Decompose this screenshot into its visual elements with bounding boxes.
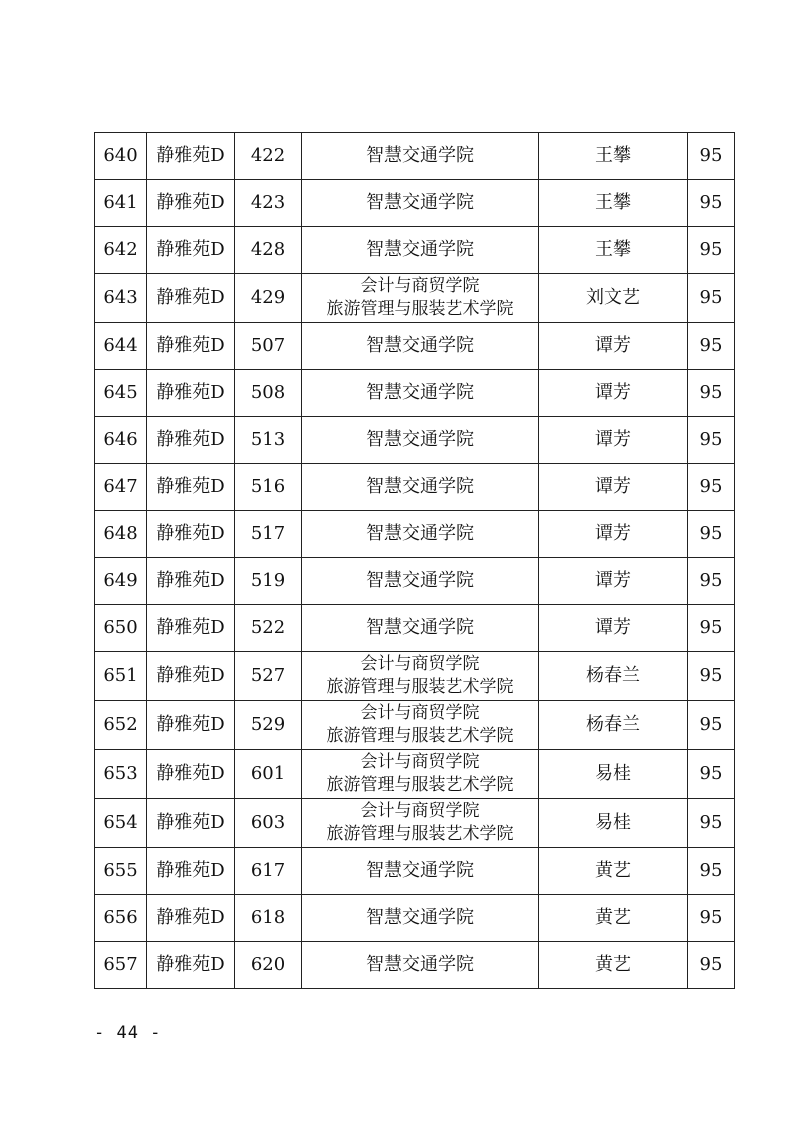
teacher-cell: 杨春兰 (539, 652, 688, 701)
score-cell: 95 (688, 605, 735, 652)
teacher-cell: 谭芳 (539, 417, 688, 464)
table-row (95, 323, 735, 370)
row-number-cell: 653 (95, 750, 147, 799)
table-row (95, 180, 735, 227)
building-cell: 静雅苑D (147, 848, 235, 895)
building-cell: 静雅苑D (147, 799, 235, 848)
row-number-cell: 656 (95, 895, 147, 942)
room-number-cell: 522 (235, 605, 302, 652)
room-number-cell: 422 (235, 133, 302, 180)
score-cell: 95 (688, 417, 735, 464)
college-cell (302, 180, 539, 227)
row-number-cell: 643 (95, 274, 147, 323)
building-cell: 静雅苑D (147, 605, 235, 652)
room-number-cell: 507 (235, 323, 302, 370)
teacher-cell: 黄艺 (539, 895, 688, 942)
table-row (95, 558, 735, 605)
room-number-cell: 516 (235, 464, 302, 511)
college-name: 会计与商贸学院 (360, 752, 480, 772)
score-cell: 95 (688, 895, 735, 942)
row-number-cell: 644 (95, 323, 147, 370)
building-cell: 静雅苑D (147, 464, 235, 511)
table-row (95, 133, 735, 180)
row-number-cell: 641 (95, 180, 147, 227)
teacher-cell: 谭芳 (539, 323, 688, 370)
building-cell: 静雅苑D (147, 558, 235, 605)
college-name: 会计与商贸学院 (360, 801, 480, 821)
score-cell: 95 (688, 180, 735, 227)
building-cell: 静雅苑D (147, 227, 235, 274)
college-name: 智慧交通学院 (366, 335, 474, 356)
table-row (95, 464, 735, 511)
teacher-cell: 王攀 (539, 227, 688, 274)
college-name: 智慧交通学院 (366, 476, 474, 497)
room-number-cell: 428 (235, 227, 302, 274)
college-cell (302, 750, 539, 799)
building-cell: 静雅苑D (147, 652, 235, 701)
building-cell: 静雅苑D (147, 370, 235, 417)
building-cell: 静雅苑D (147, 323, 235, 370)
table-body (95, 133, 735, 989)
row-number-cell: 652 (95, 701, 147, 750)
score-cell: 95 (688, 799, 735, 848)
table-row (95, 370, 735, 417)
room-number-cell: 617 (235, 848, 302, 895)
college-cell (302, 942, 539, 989)
building-cell: 静雅苑D (147, 133, 235, 180)
college-name: 会计与商贸学院 (360, 276, 480, 296)
row-number-cell: 642 (95, 227, 147, 274)
teacher-cell: 王攀 (539, 133, 688, 180)
college-cell (302, 274, 539, 323)
table-row (95, 274, 735, 323)
college-cell (302, 511, 539, 558)
building-cell: 静雅苑D (147, 750, 235, 799)
teacher-cell: 谭芳 (539, 511, 688, 558)
row-number-cell: 650 (95, 605, 147, 652)
college-cell (302, 370, 539, 417)
row-number-cell: 654 (95, 799, 147, 848)
score-cell: 95 (688, 274, 735, 323)
score-cell: 95 (688, 701, 735, 750)
teacher-cell: 黄艺 (539, 848, 688, 895)
college-name: 旅游管理与服装艺术学院 (326, 299, 514, 319)
college-cell (302, 323, 539, 370)
teacher-cell: 易桂 (539, 799, 688, 848)
teacher-cell: 谭芳 (539, 558, 688, 605)
building-cell: 静雅苑D (147, 274, 235, 323)
score-cell: 95 (688, 133, 735, 180)
building-cell: 静雅苑D (147, 417, 235, 464)
room-number-cell: 618 (235, 895, 302, 942)
table-row (95, 799, 735, 848)
dormitory-score-table (94, 132, 735, 989)
college-cell (302, 605, 539, 652)
table-row (95, 895, 735, 942)
score-cell: 95 (688, 511, 735, 558)
score-cell: 95 (688, 942, 735, 989)
table-row (95, 750, 735, 799)
page-number: - 44 - (94, 1023, 162, 1043)
score-cell: 95 (688, 750, 735, 799)
teacher-cell: 谭芳 (539, 464, 688, 511)
college-cell (302, 895, 539, 942)
building-cell: 静雅苑D (147, 701, 235, 750)
college-name: 会计与商贸学院 (360, 703, 480, 723)
room-number-cell: 527 (235, 652, 302, 701)
score-cell: 95 (688, 652, 735, 701)
room-number-cell: 429 (235, 274, 302, 323)
teacher-cell: 黄艺 (539, 942, 688, 989)
college-cell (302, 799, 539, 848)
college-cell (302, 464, 539, 511)
teacher-cell: 易桂 (539, 750, 688, 799)
score-cell: 95 (688, 370, 735, 417)
teacher-cell: 谭芳 (539, 370, 688, 417)
building-cell: 静雅苑D (147, 895, 235, 942)
college-name: 智慧交通学院 (366, 523, 474, 544)
row-number-cell: 645 (95, 370, 147, 417)
college-name: 智慧交通学院 (366, 954, 474, 975)
score-cell: 95 (688, 323, 735, 370)
room-number-cell: 519 (235, 558, 302, 605)
college-name: 会计与商贸学院 (360, 654, 480, 674)
college-name: 智慧交通学院 (366, 907, 474, 928)
room-number-cell: 529 (235, 701, 302, 750)
table-row (95, 848, 735, 895)
teacher-cell: 谭芳 (539, 605, 688, 652)
table-row (95, 942, 735, 989)
college-cell (302, 133, 539, 180)
college-name: 智慧交通学院 (366, 860, 474, 881)
college-name: 智慧交通学院 (366, 192, 474, 213)
row-number-cell: 649 (95, 558, 147, 605)
table-row (95, 701, 735, 750)
row-number-cell: 657 (95, 942, 147, 989)
college-name: 智慧交通学院 (366, 570, 474, 591)
row-number-cell: 647 (95, 464, 147, 511)
table-row (95, 605, 735, 652)
score-cell: 95 (688, 848, 735, 895)
row-number-cell: 648 (95, 511, 147, 558)
row-number-cell: 640 (95, 133, 147, 180)
table-row (95, 511, 735, 558)
college-cell (302, 652, 539, 701)
building-cell: 静雅苑D (147, 511, 235, 558)
row-number-cell: 651 (95, 652, 147, 701)
table-row (95, 652, 735, 701)
building-cell: 静雅苑D (147, 180, 235, 227)
college-name: 智慧交通学院 (366, 382, 474, 403)
room-number-cell: 508 (235, 370, 302, 417)
college-name: 智慧交通学院 (366, 145, 474, 166)
row-number-cell: 655 (95, 848, 147, 895)
college-name: 旅游管理与服装艺术学院 (326, 726, 514, 746)
college-name: 智慧交通学院 (366, 239, 474, 260)
college-name: 智慧交通学院 (366, 617, 474, 638)
college-cell (302, 227, 539, 274)
room-number-cell: 513 (235, 417, 302, 464)
building-cell: 静雅苑D (147, 942, 235, 989)
college-cell (302, 558, 539, 605)
room-number-cell: 603 (235, 799, 302, 848)
room-number-cell: 423 (235, 180, 302, 227)
college-cell (302, 848, 539, 895)
college-cell (302, 701, 539, 750)
college-name: 旅游管理与服装艺术学院 (326, 775, 514, 795)
score-cell: 95 (688, 227, 735, 274)
college-name: 智慧交通学院 (366, 429, 474, 450)
room-number-cell: 601 (235, 750, 302, 799)
room-number-cell: 517 (235, 511, 302, 558)
room-number-cell: 620 (235, 942, 302, 989)
college-name: 旅游管理与服装艺术学院 (326, 677, 514, 697)
college-cell (302, 417, 539, 464)
table-row (95, 227, 735, 274)
college-name: 旅游管理与服装艺术学院 (326, 824, 514, 844)
teacher-cell: 刘文艺 (539, 274, 688, 323)
table-row (95, 417, 735, 464)
score-cell: 95 (688, 464, 735, 511)
score-cell: 95 (688, 558, 735, 605)
row-number-cell: 646 (95, 417, 147, 464)
teacher-cell: 杨春兰 (539, 701, 688, 750)
teacher-cell: 王攀 (539, 180, 688, 227)
